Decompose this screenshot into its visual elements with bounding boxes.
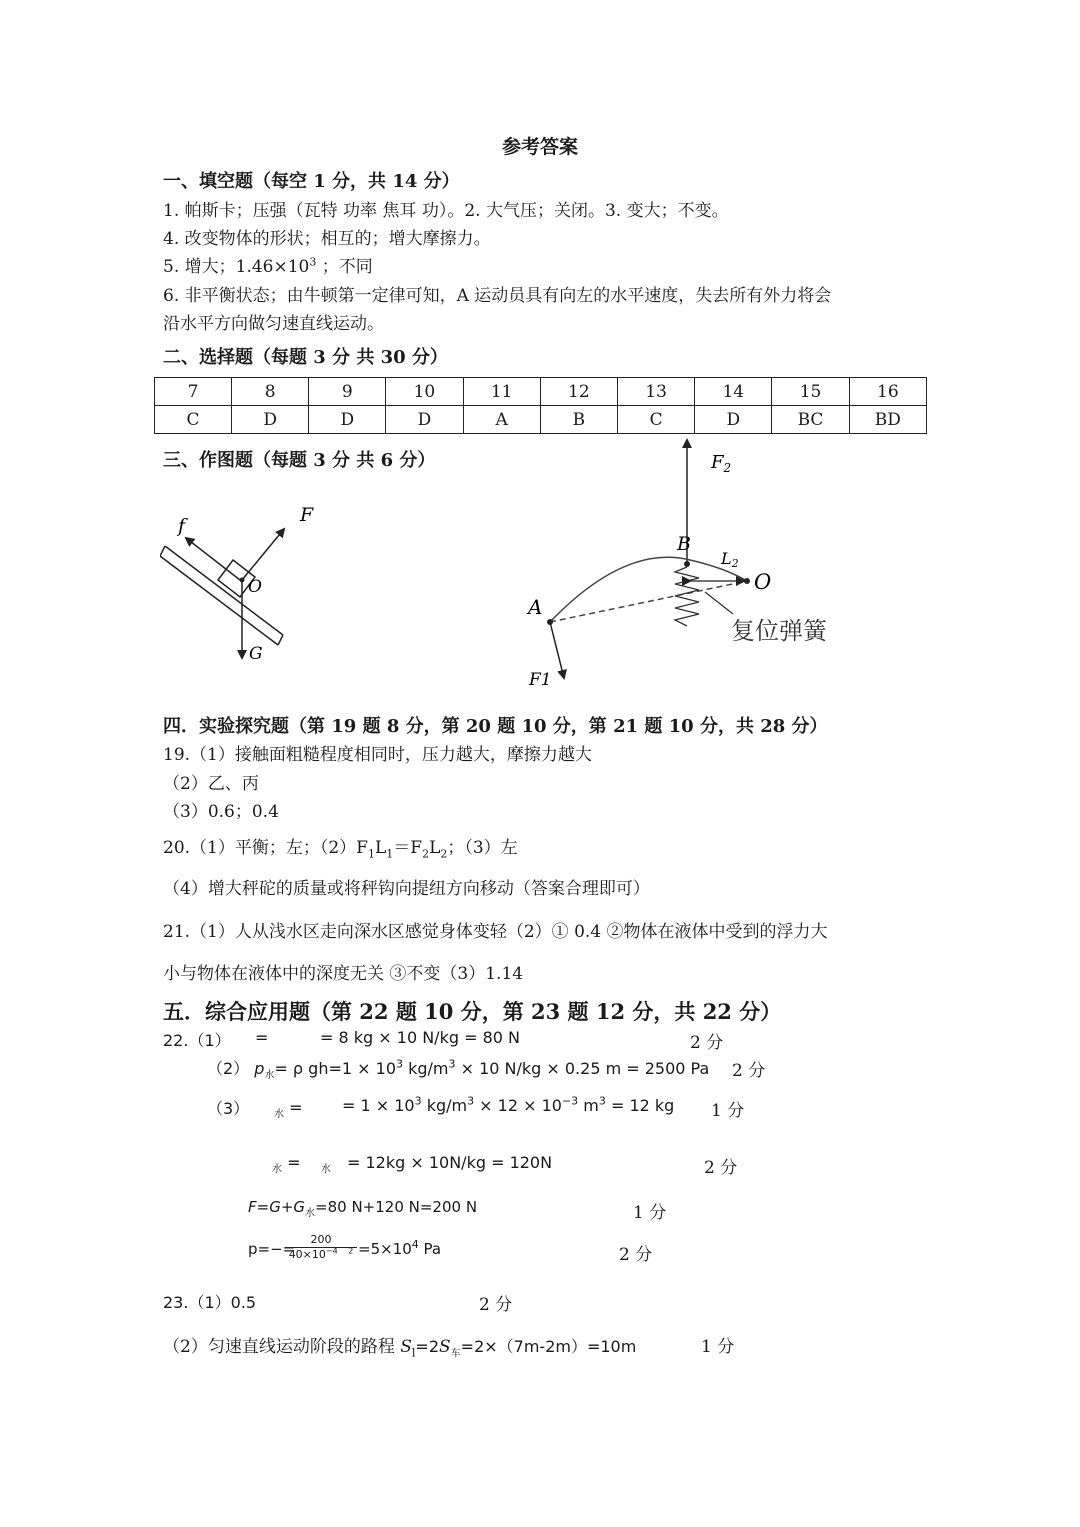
q22-6-den-sup2: 2 xyxy=(348,1246,354,1256)
q22-2-score: 2 分 xyxy=(732,1061,766,1081)
q22-6-b: =5×10 xyxy=(358,1240,412,1258)
q22-2-b: = ρ gh=1 × 10 xyxy=(274,1059,396,1078)
force-f-arrow xyxy=(242,529,284,580)
q-number: 13 xyxy=(617,378,694,406)
q22-3-lhs xyxy=(274,1098,303,1121)
answer-table xyxy=(154,377,927,434)
q-number: 8 xyxy=(232,378,309,406)
q22-6-numerator: 200 xyxy=(285,1233,357,1248)
q23-2-a: （2）匀速直线运动阶段的路程 xyxy=(163,1337,401,1357)
q-answer: A xyxy=(463,406,540,434)
label-L2: L2 xyxy=(721,549,739,570)
q22-3-label: （3） xyxy=(207,1099,250,1118)
q22-6-fraction xyxy=(285,1233,357,1262)
q23-2-s2: S xyxy=(439,1337,451,1357)
spring xyxy=(675,567,699,626)
q20-1 xyxy=(163,833,518,861)
q22-6-value xyxy=(358,1240,441,1258)
q-answer: D xyxy=(309,406,386,434)
s1-line-3-b: ；不同 xyxy=(316,257,373,277)
incline-end-right xyxy=(278,635,283,645)
q22-5 xyxy=(248,1198,478,1219)
lever-arc xyxy=(550,557,747,622)
answer-table-answer-row xyxy=(155,406,927,434)
q22-2-label: （2） xyxy=(207,1059,250,1078)
q20-text-c: ＝F xyxy=(393,838,423,858)
q20-text-a: 20.（1）平衡；左；（2）F xyxy=(163,838,368,858)
q19-1: 19.（1）接触面粗糙程度相同时，压力越大，摩擦力越大 xyxy=(163,745,592,765)
q22-2-d: × 10 N/kg × 0.25 m = 2500 Pa xyxy=(455,1059,710,1078)
q23-2-c: =2×（7m-2m）=10m xyxy=(460,1337,637,1356)
s1-line-2: 4. 改变物体的形状；相互的；增大摩擦力。 xyxy=(163,229,491,249)
spring-leader xyxy=(705,592,733,614)
q22-1-value: = 8 kg × 10 N/kg = 80 N xyxy=(320,1028,520,1047)
q22-3-sup3: −3 xyxy=(561,1094,579,1108)
q22-4-score: 2 分 xyxy=(704,1158,738,1178)
q22-3-g: = 12 kg xyxy=(605,1096,675,1115)
label-A: A xyxy=(528,595,543,619)
q-answer: C xyxy=(155,406,232,434)
q22-5-a: F=G+G xyxy=(248,1198,306,1216)
q22-4-eq: = xyxy=(287,1153,301,1172)
q22-2-sub: 水 xyxy=(264,1070,275,1082)
section-5-heading: 五．综合应用题（第 22 题 10 分，第 23 题 12 分，共 22 分） xyxy=(163,999,782,1024)
q22-3-d: kg/m xyxy=(421,1096,468,1115)
q22-4-sub1: 水 xyxy=(272,1164,282,1176)
label-O: O xyxy=(754,570,772,594)
q22-1-label: 22.（1） xyxy=(163,1031,231,1050)
q23-2-sub2: 车 xyxy=(450,1348,461,1360)
label-O: O xyxy=(248,577,262,597)
label-F2: $F_2$ xyxy=(711,452,732,475)
incline-end-left xyxy=(160,546,165,556)
incline-force-diagram xyxy=(160,498,320,668)
label-F1: F1 xyxy=(529,670,552,690)
q22-4-sub2: 水 xyxy=(320,1164,331,1176)
q22-4-value: = 12kg × 10N/kg = 120N xyxy=(347,1153,553,1172)
q-number: 9 xyxy=(309,378,386,406)
q22-3-score: 1 分 xyxy=(711,1101,745,1121)
q20-text-d: L xyxy=(429,838,441,858)
section-3-heading: 三、作图题（每题 3 分 共 6 分） xyxy=(163,450,436,471)
q22-6-c: Pa xyxy=(418,1240,442,1258)
force-f1-arrow xyxy=(550,622,564,678)
s1-line-3-a: 5. 增大；1.46×10 xyxy=(163,257,310,277)
q22-6-score: 2 分 xyxy=(619,1245,653,1265)
q-number: 14 xyxy=(695,378,772,406)
q20-text-b: L xyxy=(374,838,387,858)
q22-3-c: = 1 × 10 xyxy=(342,1096,415,1115)
q22-6-lhs: p=−= xyxy=(248,1240,296,1258)
q22-3-sup1: 3 xyxy=(414,1094,422,1108)
q-answer: D xyxy=(386,406,463,434)
incline-line-bottom xyxy=(160,556,278,645)
q19-3: （3）0.6；0.4 xyxy=(163,802,279,822)
q-number: 12 xyxy=(540,378,617,406)
q20-sub-2: 1 xyxy=(386,847,394,861)
q-answer: BD xyxy=(849,406,926,434)
point-a xyxy=(547,619,553,625)
q23-2-sub: l xyxy=(411,1346,416,1360)
q22-2-sup2: 3 xyxy=(448,1057,456,1071)
q22-6-den-sup: −4 xyxy=(325,1246,338,1256)
s1-line-4: 6. 非平衡状态；由牛顿第一定律可知，A 运动员具有向左的水平速度，失去所有外力将会 xyxy=(163,286,832,306)
s1-line-3 xyxy=(163,252,373,277)
q-answer: C xyxy=(617,406,694,434)
q22-4-lhs xyxy=(272,1153,331,1176)
s1-line-5: 沿水平方向做匀速直线运动。 xyxy=(163,314,384,334)
q20-sub-1: 1 xyxy=(367,847,375,861)
q-number: 10 xyxy=(386,378,463,406)
q19-2: （2）乙、丙 xyxy=(163,774,259,794)
q-number: 16 xyxy=(849,378,926,406)
q-answer: D xyxy=(232,406,309,434)
q22-3-e: × 12 × 10 xyxy=(474,1096,562,1115)
q23-2-s: S xyxy=(400,1337,412,1357)
label-spring: 复位弹簧 xyxy=(731,617,827,645)
q22-1-eq: = xyxy=(255,1028,269,1047)
q22-6-denominator xyxy=(285,1248,357,1262)
friction-arrow xyxy=(186,538,240,580)
label-B: B xyxy=(677,533,691,555)
q-answer: BC xyxy=(772,406,849,434)
q22-5-sub: 水 xyxy=(305,1208,316,1219)
q23-2-score: 1 分 xyxy=(701,1337,735,1357)
q22-2-sup1: 3 xyxy=(396,1057,403,1071)
label-f: f xyxy=(178,515,186,537)
q22-5-b: =80 N+120 N=200 N xyxy=(315,1198,478,1216)
q20-text-e: ；（3）左 xyxy=(447,838,518,858)
q20-4: （4）增大秤砣的质量或将秤钩向提纽方向移动（答案合理即可） xyxy=(163,879,650,899)
q21-1: 21.（1）人从浅水区走向深水区感觉身体变轻（2）① 0.4 ②物体在液体中受到的浮力大 xyxy=(163,922,828,942)
point-b xyxy=(684,561,690,567)
point-o xyxy=(744,578,750,584)
q23-1: 23.（1）0.5 xyxy=(163,1293,257,1312)
label-F: F xyxy=(300,504,314,526)
q22-3-sup2: 3 xyxy=(467,1094,475,1108)
q22-5-score: 1 分 xyxy=(633,1203,667,1223)
q-answer: B xyxy=(540,406,617,434)
q22-6-sup: 4 xyxy=(411,1238,419,1251)
q22-3-f: m xyxy=(578,1096,599,1115)
section-1-heading: 一、填空题（每空 1 分，共 14 分） xyxy=(163,171,460,192)
q22-3-value xyxy=(342,1096,674,1115)
q22-2-c: kg/m xyxy=(403,1059,449,1078)
q20-sub-3: 2 xyxy=(422,847,430,861)
q-number: 11 xyxy=(463,378,540,406)
section-2-heading: 二、选择题（每题 3 分 共 30 分） xyxy=(163,347,448,368)
q22-2 xyxy=(207,1056,710,1082)
q22-3-eq: = xyxy=(289,1098,303,1117)
q22-2-p: p xyxy=(254,1059,265,1078)
q23-2-b: =2 xyxy=(415,1337,440,1356)
q22-3-sub: 水 xyxy=(274,1109,284,1121)
page-title: 参考答案 xyxy=(501,136,578,158)
answer-table-number-row xyxy=(155,378,927,406)
q22-3-sup4: 3 xyxy=(598,1094,606,1108)
s1-line-1: 1. 帕斯卡；压强（瓦特 功率 焦耳 功）。2. 大气压；关闭。3. 变大；不变。 xyxy=(163,201,729,221)
q-answer: D xyxy=(695,406,772,434)
q20-sub-4: 2 xyxy=(440,847,448,861)
lever-spring-diagram xyxy=(525,432,845,692)
q22-6-den: 40×10 xyxy=(288,1248,326,1261)
label-G: G xyxy=(249,644,263,664)
q-number: 15 xyxy=(772,378,849,406)
incline-line-top xyxy=(165,546,283,635)
q22-1-score: 2 分 xyxy=(690,1033,724,1053)
section-4-heading: 四．实验探究题（第 19 题 8 分，第 20 题 10 分，第 21 题 10 分，共 28 分） xyxy=(163,716,828,737)
q23-1-score: 2 分 xyxy=(479,1295,513,1315)
s1-line-3-sup: 3 xyxy=(309,255,317,269)
q23-2 xyxy=(163,1332,637,1360)
q21-2: 小与物体在液体中的深度无关 ③不变（3）1.14 xyxy=(163,964,524,984)
q-number: 7 xyxy=(155,378,232,406)
